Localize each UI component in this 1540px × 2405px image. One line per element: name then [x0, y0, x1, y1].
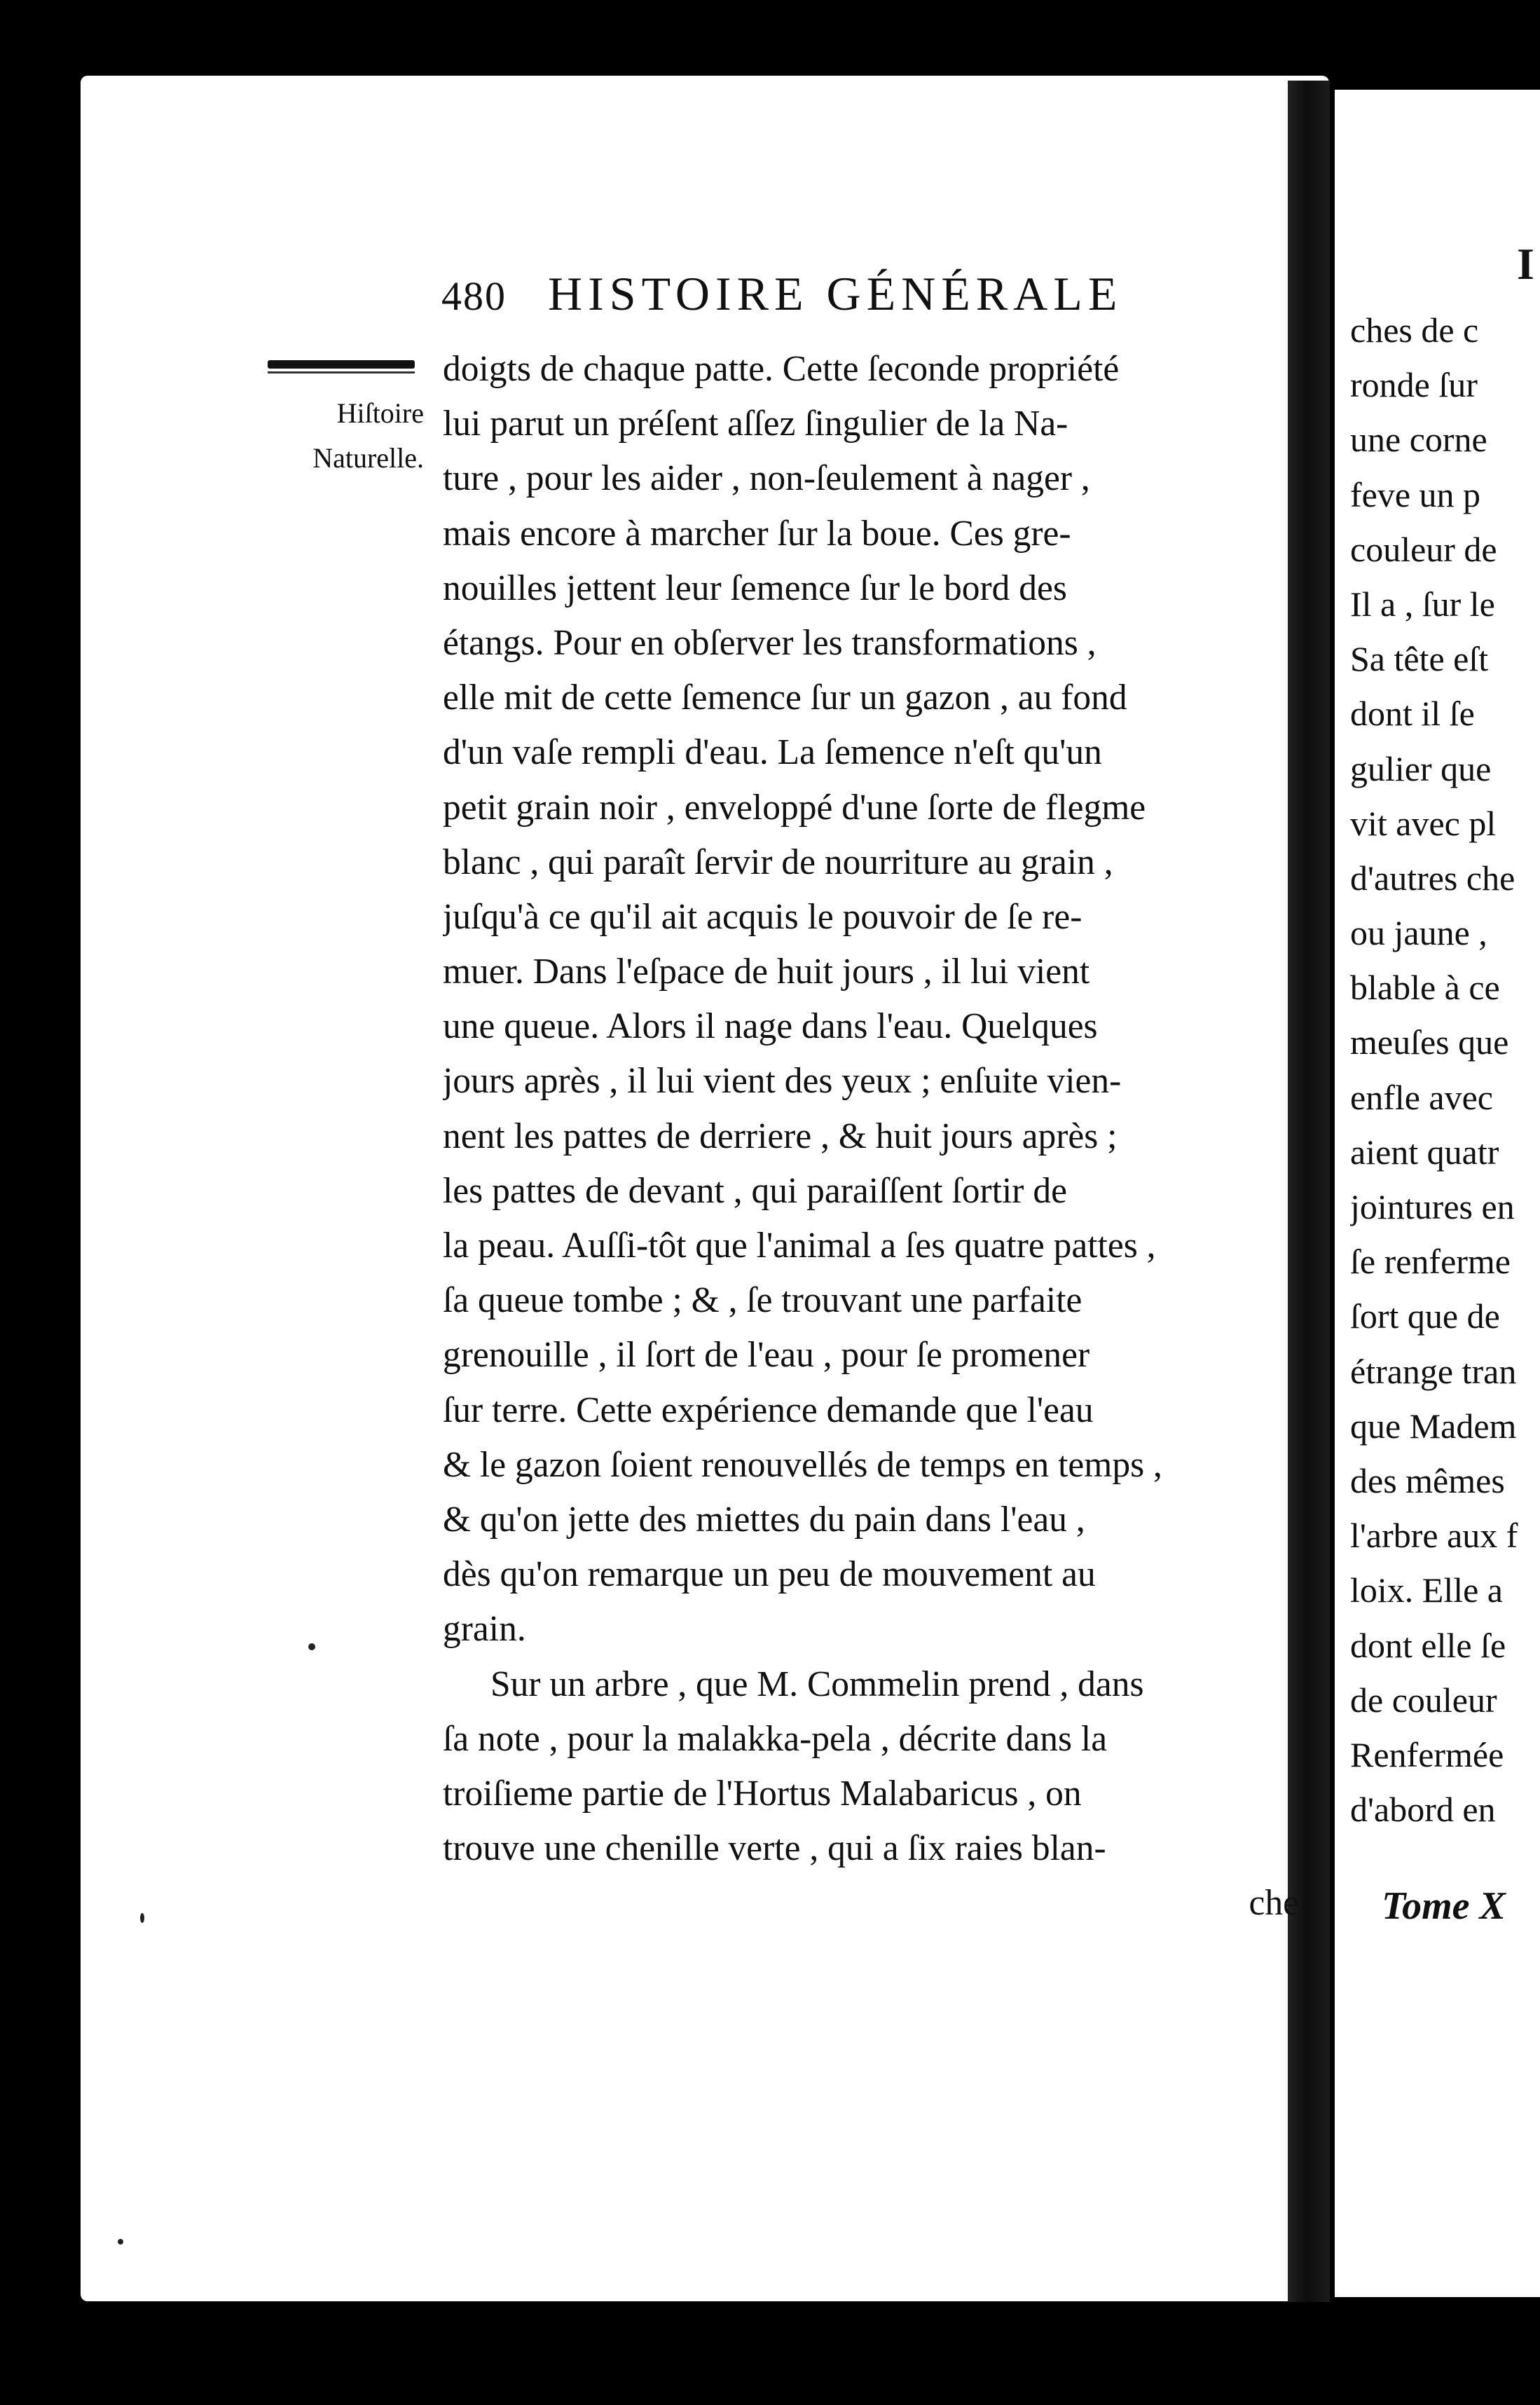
text-line: grenouille , il ſort de l'eau , pour ſe promener	[443, 1335, 1090, 1376]
text-line: ture , pour les aider , non-ſeulement à nager ,	[443, 458, 1090, 499]
facing-text-line: ſort que de	[1350, 1296, 1500, 1336]
facing-text-line: vit avec pl	[1350, 803, 1497, 843]
ink-speck	[308, 1643, 315, 1650]
text-line: & qu'on jette des miettes du pain dans l'eau ,	[443, 1499, 1085, 1540]
margin-ornament-rule	[268, 360, 415, 369]
facing-text-line: couleur de	[1350, 529, 1497, 569]
facing-text-line: l'arbre aux f	[1350, 1516, 1518, 1556]
text-line: nouilles jettent leur ſemence ſur le bord des	[443, 568, 1067, 608]
facing-text-line: Sa tête eſt	[1350, 639, 1489, 679]
text-line: blanc , qui paraît ſervir de nourriture au grain ,	[443, 842, 1113, 882]
text-line: nent les pattes de derriere , & huit jours après ;	[443, 1116, 1118, 1156]
page-number: 480	[441, 273, 507, 319]
text-line: d'un vaſe rempli d'eau. La ſemence n'eſt qu'un	[443, 732, 1102, 773]
margin-note-line: Hiſtoire	[336, 397, 424, 429]
facing-text-line: que Madem	[1350, 1406, 1517, 1446]
facing-page-text	[1350, 303, 1540, 1837]
text-line: elle mit de cette ſemence ſur un gazon , au fond	[443, 678, 1127, 718]
facing-text-line: Il a , ſur le	[1350, 584, 1495, 624]
text-line: mais encore à marcher ſur la boue. Ces gre-	[443, 513, 1071, 554]
text-line: petit grain noir , enveloppé d'une ſorte de flegme	[443, 787, 1146, 828]
text-line: muer. Dans l'eſpace de huit jours , il lui vient	[443, 952, 1090, 992]
facing-text-line: ou jaune ,	[1350, 913, 1487, 953]
facing-text-line: de couleur	[1350, 1680, 1497, 1720]
ink-speck	[140, 1913, 144, 1923]
text-line: les pattes de devant , qui paraiſſent ſortir de	[443, 1170, 1067, 1211]
text-line: doigts de chaque patte. Cette ſeconde propriété	[443, 349, 1120, 389]
text-line: jours après , il lui vient des yeux ; enſuite vien-	[443, 1061, 1122, 1102]
margin-note-line: Naturelle.	[312, 442, 424, 474]
facing-running-head: I	[1517, 239, 1534, 289]
facing-text-line: ches de c	[1350, 310, 1479, 350]
text-line: troiſieme partie de l'Hortus Malabaricus , on	[443, 1773, 1082, 1814]
body-text	[443, 342, 1299, 1931]
facing-text-line: loix. Elle a	[1350, 1570, 1503, 1610]
text-line: dès qu'on remarque un peu de mouvement au	[443, 1554, 1096, 1595]
running-header	[441, 266, 1282, 334]
facing-text-line: meuſes que	[1350, 1022, 1509, 1062]
facing-text-line: aient quatr	[1350, 1132, 1499, 1172]
facing-text-line: dont elle ſe	[1350, 1625, 1506, 1665]
text-line: Sur un arbre , que M. Commelin prend , dans	[490, 1664, 1144, 1704]
facing-text-line: enfle avec	[1350, 1077, 1494, 1117]
catchword: che	[1249, 1883, 1299, 1924]
text-line: juſqu'à ce qu'il ait acquis le pouvoir de ſe re-	[443, 896, 1082, 937]
facing-text-line: Renfermée	[1350, 1734, 1504, 1774]
facing-text-line: ronde ſur	[1350, 365, 1478, 405]
text-line: une queue. Alors il nage dans l'eau. Quelques	[443, 1006, 1098, 1047]
facing-volume-signature: Tome X	[1382, 1884, 1506, 1928]
facing-text-line: d'autres che	[1350, 858, 1515, 898]
text-line: ſa note , pour la malakka-pela , décrite dans la	[443, 1718, 1108, 1759]
text-line: ſur terre. Cette expérience demande que l'eau	[443, 1390, 1094, 1430]
ink-speck	[118, 2239, 123, 2245]
text-line: ſa queue tombe ; & , ſe trouvant une parfaite	[443, 1280, 1082, 1321]
facing-text-line: étrange tran	[1350, 1351, 1517, 1391]
margin-note	[256, 391, 424, 481]
facing-text-line: d'abord en	[1350, 1790, 1496, 1830]
facing-text-line: jointures en	[1350, 1187, 1515, 1226]
text-line: étangs. Pour en obſerver les transformations ,	[443, 622, 1096, 663]
facing-text-line: une corne	[1350, 420, 1487, 460]
facing-text-line: feve un p	[1350, 474, 1481, 514]
facing-text-line: gulier que	[1350, 748, 1492, 788]
text-line: lui parut un préſent aſſez ſingulier de la Na-	[443, 404, 1068, 444]
text-line: la peau. Auſſi-tôt que l'animal a ſes quatre pattes ,	[443, 1226, 1156, 1266]
facing-text-line: dont il ſe	[1350, 694, 1475, 734]
text-line: grain.	[443, 1609, 526, 1650]
facing-text-line: des mêmes	[1350, 1460, 1505, 1500]
text-line: & le gazon ſoient renouvellés de temps en temps ,	[443, 1444, 1162, 1485]
facing-text-line: blable à ce	[1350, 968, 1500, 1008]
text-line: trouve une chenille verte , qui a ſix raies blan-	[443, 1828, 1106, 1869]
facing-text-line: ſe renferme	[1350, 1242, 1511, 1282]
running-title: HISTOIRE GÉNÉRALE	[548, 267, 1123, 320]
